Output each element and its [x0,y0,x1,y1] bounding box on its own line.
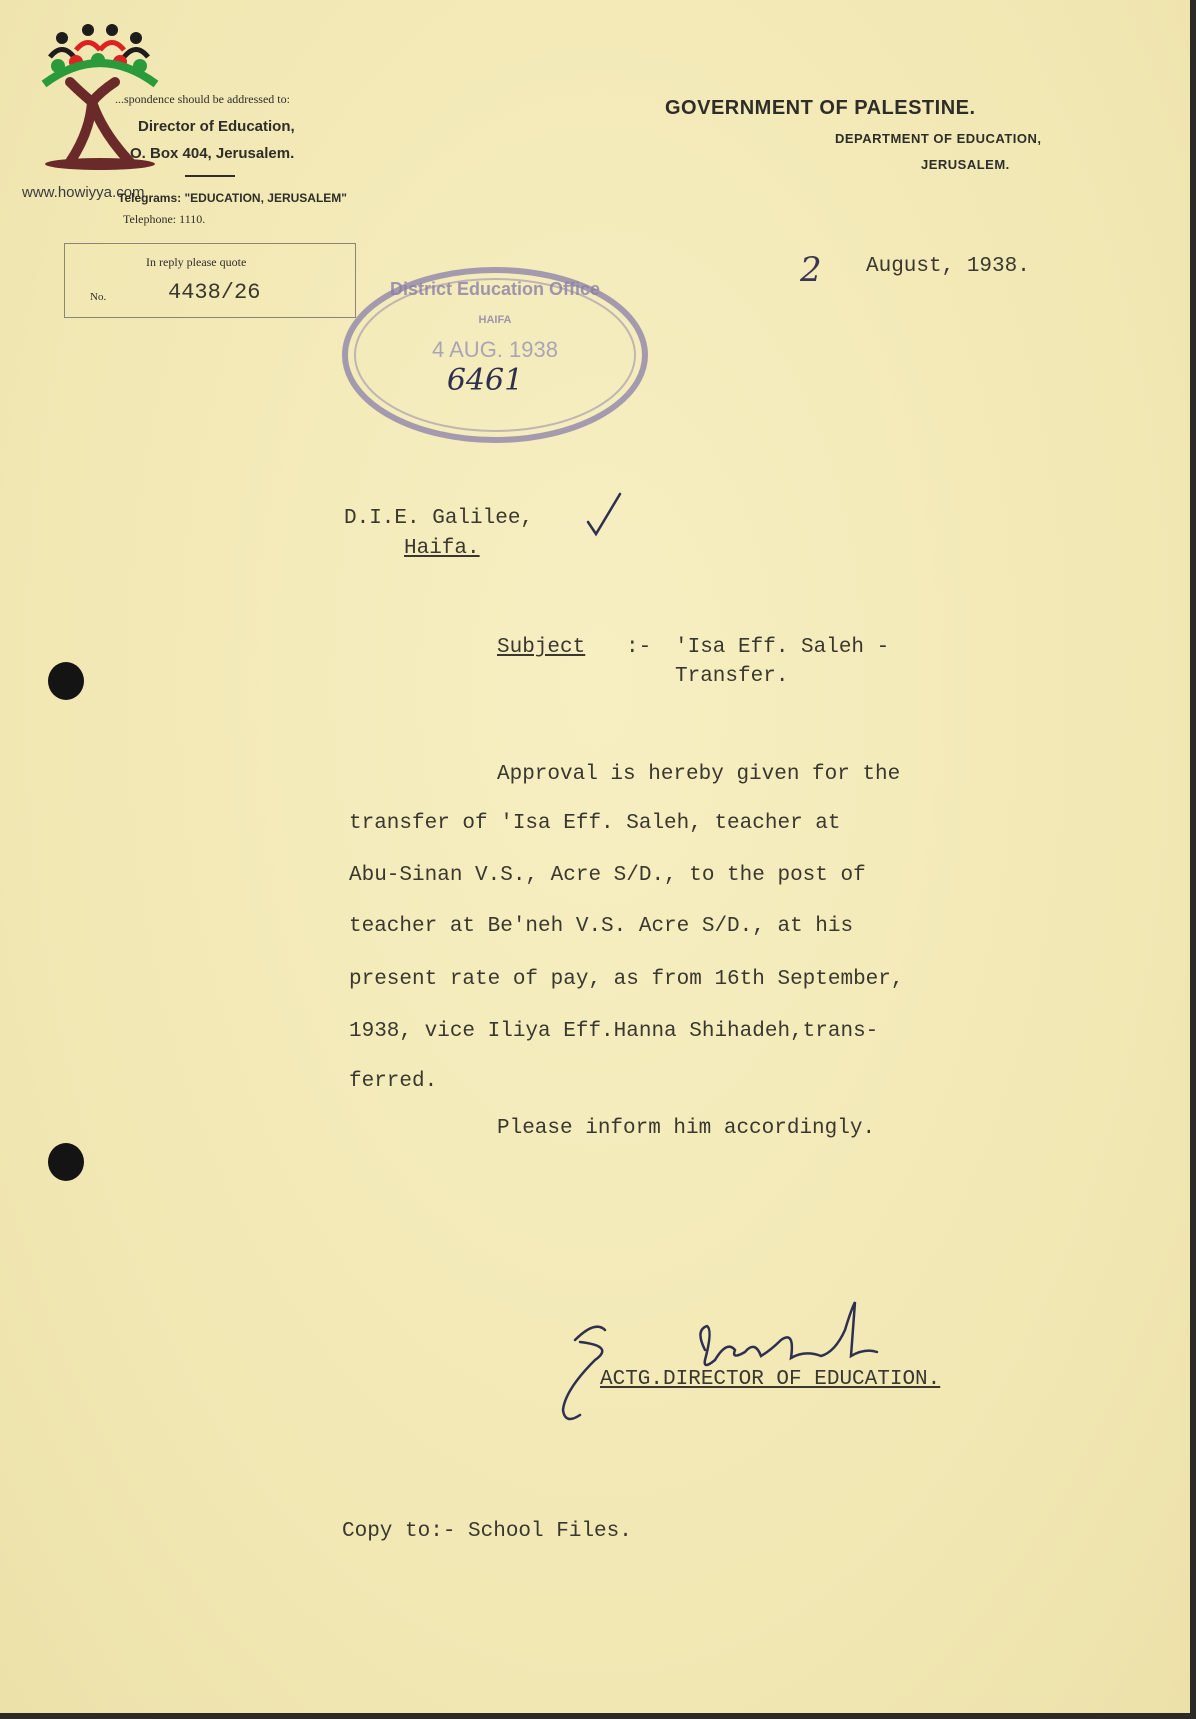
body-line: transfer of 'Isa Eff. Saleh, teacher at [349,812,841,835]
stamp-date-text: 4 AUG. 1938 [432,337,558,362]
scan-edge-right [1190,0,1196,1719]
stamp-city-text: HAIFA [478,314,512,326]
telephone-line: Telephone: 1110. [123,212,206,226]
stamp-office-text: District Education Office [389,279,601,299]
government-heading: GOVERNMENT OF PALESTINE. [665,97,976,119]
stamp-number-text: 6461 [446,363,524,398]
district-office-stamp-icon [335,255,655,455]
check-mark-icon [584,490,624,540]
subject-separator: :- [626,636,652,659]
body-line: present rate of pay, as from 16th September, [349,968,904,991]
telegrams-line: Telegrams: "EDUCATION, JERUSALEM" [118,191,347,205]
director-line-1: Director of Education, [138,118,295,135]
scan-edge-bottom [0,1713,1196,1719]
handwritten-signature-icon [555,1290,975,1430]
copy-to-line: Copy to:- School Files. [342,1520,632,1543]
body-line: 1938, vice Iliya Eff.Hanna Shihadeh,trans- [349,1020,879,1043]
body-line: ferred. [349,1070,438,1093]
watermark-url: www.howiyya.com [22,184,145,201]
letter-date: August, 1938. [866,255,1030,278]
subject-label: Subject [497,636,586,659]
closing-line: Please inform him accordingly. [497,1117,876,1140]
addressee-line-1: D.I.E. Galilee, [344,507,534,530]
reference-no-label: No. [90,291,107,303]
body-line: Abu-Sinan V.S., Acre S/D., to the post of [349,864,866,887]
body-line: Approval is hereby given for the [497,763,901,786]
reply-quote-label: In reply please quote [146,255,247,269]
body-line: teacher at Be'neh V.S. Acre S/D., at his [349,915,854,938]
correspondence-line: ...spondence should be addressed to: [115,92,290,106]
letterhead-rule [185,175,235,177]
city-heading: JERUSALEM. [921,157,1010,172]
punch-hole-icon [48,1143,84,1181]
signature-title: ACTG.DIRECTOR OF EDUCATION. [600,1368,941,1391]
addressee-line-2: Haifa. [404,537,480,560]
reference-number: 4438/26 [168,280,261,305]
subject-line-2: Transfer. [675,665,789,688]
punch-hole-icon [48,662,84,700]
department-heading: DEPARTMENT OF EDUCATION, [835,131,1042,146]
date-day-handwritten: 2 [800,250,822,290]
director-line-2: O. Box 404, Jerusalem. [130,145,295,162]
subject-line-1: 'Isa Eff. Saleh - [675,636,890,659]
